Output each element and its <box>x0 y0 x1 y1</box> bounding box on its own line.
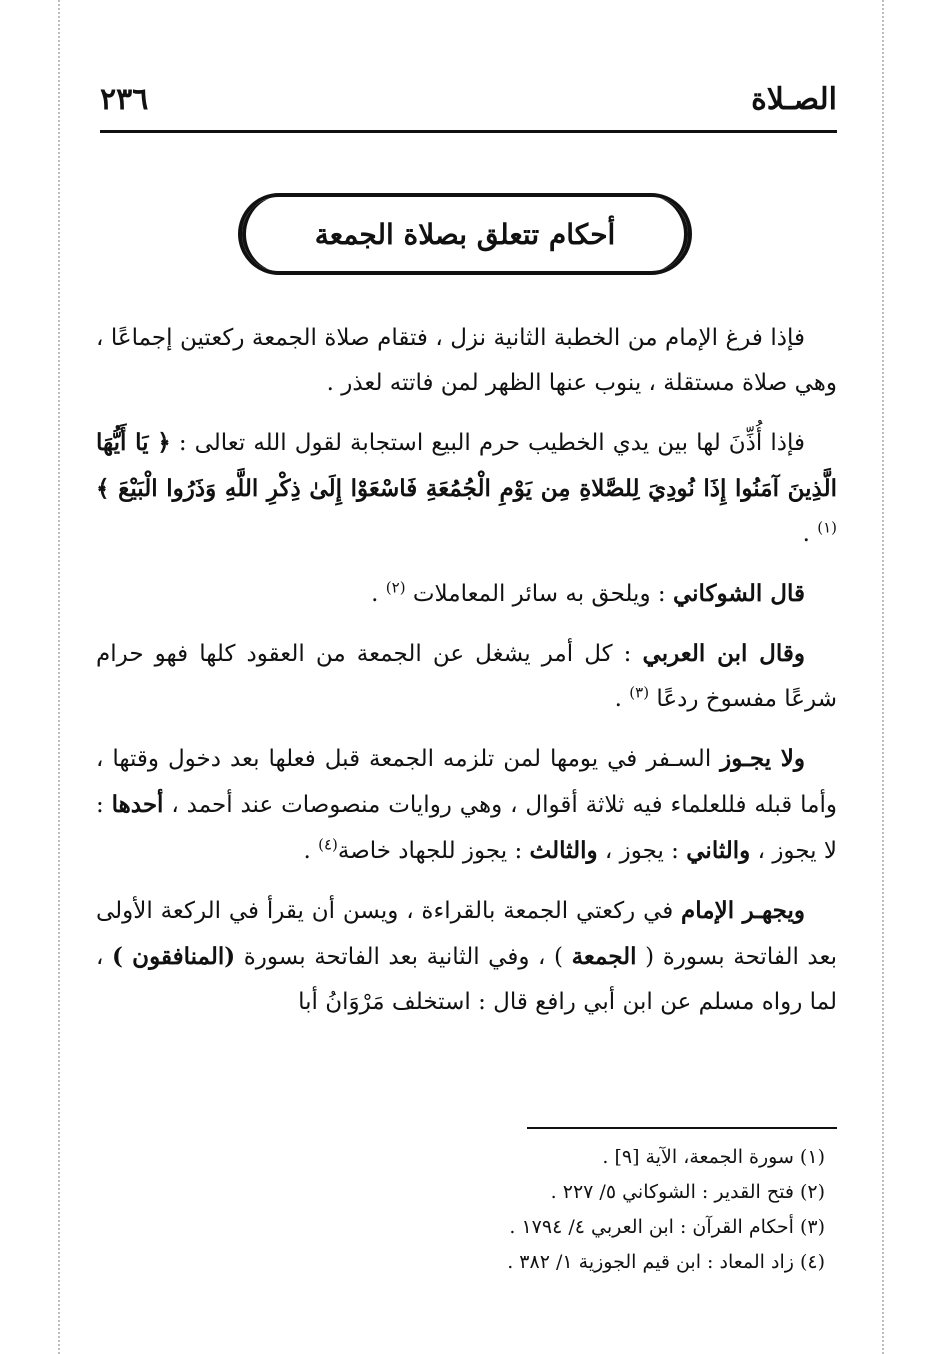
footnote-ref: (٢) <box>385 578 406 597</box>
opinion-label: والثالث <box>529 837 598 864</box>
surah-name: (المنافقون ) <box>112 943 236 970</box>
footnote-ref: (٤) <box>318 835 338 854</box>
paragraph-text: فإذا أُذِّنَ لها بين يدي الخطيب حرم البيع استجابة لقول الله تعالى : <box>178 430 805 456</box>
paragraph-text: : ويلحق به سائر المعاملات <box>405 581 673 607</box>
paragraph <box>96 888 837 1025</box>
footnotes <box>100 1140 825 1280</box>
paragraph-text: في ركعتي الجمعة بالقراءة ، ويسن أن يقرأ في الركعة الأولى بعد الفاتحة بسورة ( <box>96 898 838 970</box>
paragraph-text: السـفر في يومها لمن تلزمه الجمعة قبل فعلها بعد دخول وقتها ، وأما قبله فللعلماء فيه ثلاثة أقوال ، وهي روايات منصوصات عند أحمد ، <box>96 746 837 818</box>
paragraph-end: . <box>371 581 386 607</box>
quran-verse: ﴿ يَا أَيُّهَا الَّذِينَ آمَنُوا إِذَا نُودِيَ لِلصَّلاةِ مِن يَوْمِ الْجُمُعَةِ فَاسْعَوْا إِلَىٰ ذِكْرِ اللَّهِ وَذَرُوا الْبَيْعَ ﴾ <box>96 429 837 502</box>
paragraph-text: : يجوز ، <box>597 838 687 864</box>
paragraph-end: . <box>614 686 630 712</box>
footnote-separator <box>527 1127 837 1129</box>
paragraph-text: ) ، وفي الثانية بعد الفاتحة بسورة <box>235 944 572 970</box>
footnote: (١) سورة الجمعة، الآية [٩] . <box>602 1146 825 1168</box>
scan-grid-line <box>882 0 884 1354</box>
paragraph-text: ، لما رواه مسلم عن ابن أبي رافع قال : استخلف مَرْوَانُ أبا <box>96 944 837 1015</box>
paragraph <box>96 316 837 406</box>
speaker-name: قال الشوكاني <box>672 580 805 607</box>
paragraph <box>96 631 837 722</box>
scan-grid-line <box>58 0 60 1354</box>
paragraph-text: فإذا فرغ الإمام من الخطبة الثانية نزل ، فتقام صلاة الجمعة ركعتين إجماعًا ، وهي صلاة مستقلة ، ينوب عنها الظهر لمن فاتته لعذر . <box>96 325 837 396</box>
running-title: الصـلاة <box>751 82 837 117</box>
paragraph <box>96 420 837 557</box>
footnote: (٢) فتح القدير : الشوكاني ٥/ ٢٢٧ . <box>550 1181 825 1203</box>
page-header <box>100 78 837 128</box>
header-rule <box>100 130 837 133</box>
lead-phrase: ويجهـر الإمام <box>681 897 806 924</box>
opinion-label: أحدها <box>111 791 164 818</box>
surah-name: الجمعة <box>571 943 637 970</box>
body-text <box>96 316 837 1039</box>
footnote: (٤) زاد المعاد : ابن قيم الجوزية ١/ ٣٨٢ . <box>507 1251 825 1273</box>
paragraph <box>96 571 837 617</box>
footnote-ref: (١) <box>817 518 837 537</box>
section-title: أحكام تتعلق بصلاة الجمعة <box>314 217 616 251</box>
paragraph-end: . <box>802 521 818 547</box>
footnote-ref: (٣) <box>629 683 650 702</box>
speaker-name: وقال ابن العربي <box>642 640 806 667</box>
section-title-frame <box>238 193 692 275</box>
paragraph-text: : كل أمر يشغل عن الجمعة من العقود كلها فهو حرام شرعًا مفسوخ ردعًا <box>96 641 837 712</box>
lead-phrase: ولا يجـوز <box>720 745 805 772</box>
paragraph <box>96 736 837 874</box>
opinion-label: والثاني <box>686 837 751 864</box>
paragraph-text: : يجوز للجهاد خاصة <box>337 838 530 864</box>
paragraph-text: : لا يجوز ، <box>96 792 837 864</box>
page-number: ٢٣٦ <box>100 82 149 117</box>
paragraph-end: . <box>303 838 319 864</box>
footnote: (٣) أحكام القرآن : ابن العربي ٤/ ١٧٩٤ . <box>509 1216 825 1238</box>
